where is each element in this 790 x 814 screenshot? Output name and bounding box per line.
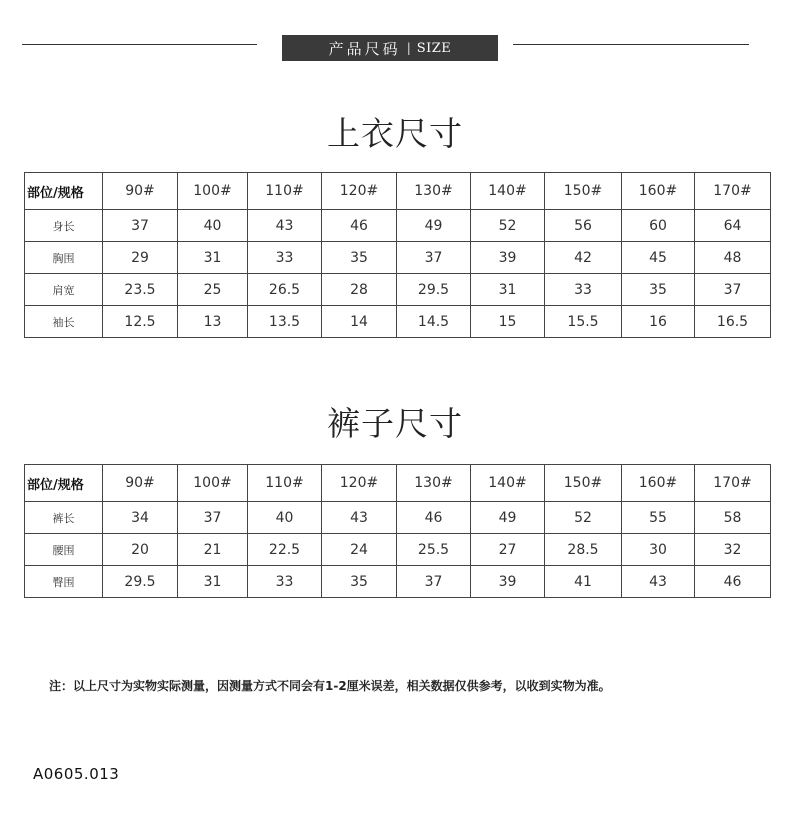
table-row <box>25 502 771 534</box>
row-label: 腰围 <box>25 534 103 566</box>
size-header-cell: 100# <box>178 173 248 210</box>
measurement-cell: 37 <box>695 274 771 306</box>
corner-label: 部位/规格 <box>25 173 103 210</box>
measurement-cell: 25.5 <box>397 534 471 566</box>
size-header-cell: 160# <box>622 173 695 210</box>
row-label: 身长 <box>25 210 103 242</box>
measurement-cell: 28.5 <box>545 534 622 566</box>
measurement-cell: 25 <box>178 274 248 306</box>
measurement-cell: 43 <box>622 566 695 598</box>
size-header-cell: 90# <box>103 465 178 502</box>
measurement-cell: 27 <box>471 534 545 566</box>
measurement-cell: 40 <box>178 210 248 242</box>
measurement-cell: 40 <box>248 502 322 534</box>
pants-title: 裤子尺寸 <box>327 404 463 443</box>
measurement-cell: 37 <box>397 242 471 274</box>
size-header-cell: 120# <box>322 465 397 502</box>
measurement-cell: 55 <box>622 502 695 534</box>
corner-label: 部位/规格 <box>25 465 103 502</box>
tops-title: 上衣尺寸 <box>327 114 463 153</box>
measurement-cell: 58 <box>695 502 771 534</box>
table-row <box>25 306 771 338</box>
tops-size-table <box>24 172 771 338</box>
measurement-cell: 64 <box>695 210 771 242</box>
header-rule-right <box>513 44 749 45</box>
size-header-cell: 150# <box>545 465 622 502</box>
measurement-cell: 14.5 <box>397 306 471 338</box>
size-header-cell: 150# <box>545 173 622 210</box>
measurement-cell: 29.5 <box>103 566 178 598</box>
size-header-cell: 90# <box>103 173 178 210</box>
measurement-cell: 46 <box>695 566 771 598</box>
measurement-cell: 42 <box>545 242 622 274</box>
measurement-cell: 28 <box>322 274 397 306</box>
measurement-cell: 33 <box>545 274 622 306</box>
measurement-cell: 12.5 <box>103 306 178 338</box>
measurement-cell: 30 <box>622 534 695 566</box>
size-header-cell: 130# <box>397 173 471 210</box>
size-header-cell: 140# <box>471 173 545 210</box>
size-header-cell: 140# <box>471 465 545 502</box>
measurement-cell: 37 <box>397 566 471 598</box>
banner-title-en: SIZE <box>416 40 452 56</box>
measurement-cell: 37 <box>103 210 178 242</box>
measurement-cell: 48 <box>695 242 771 274</box>
measurement-cell: 15 <box>471 306 545 338</box>
size-header-cell: 100# <box>178 465 248 502</box>
size-header-cell: 170# <box>695 173 771 210</box>
measurement-cell: 33 <box>248 242 322 274</box>
measurement-cell: 20 <box>103 534 178 566</box>
measurement-cell: 35 <box>622 274 695 306</box>
measurement-cell: 43 <box>248 210 322 242</box>
measurement-cell: 23.5 <box>103 274 178 306</box>
measurement-cell: 14 <box>322 306 397 338</box>
measurement-cell: 43 <box>322 502 397 534</box>
measurement-cell: 24 <box>322 534 397 566</box>
pants-size-table <box>24 464 771 598</box>
row-label: 臀围 <box>25 566 103 598</box>
measurement-cell: 52 <box>471 210 545 242</box>
measurement-cell: 22.5 <box>248 534 322 566</box>
row-label: 肩宽 <box>25 274 103 306</box>
measurement-cell: 37 <box>178 502 248 534</box>
size-header-cell: 110# <box>248 173 322 210</box>
measurement-cell: 13.5 <box>248 306 322 338</box>
table-header-row <box>25 173 771 210</box>
measurement-cell: 32 <box>695 534 771 566</box>
row-label: 胸围 <box>25 242 103 274</box>
measurement-cell: 46 <box>397 502 471 534</box>
product-code: A0605.013 <box>33 765 120 783</box>
size-header-cell: 110# <box>248 465 322 502</box>
measurement-cell: 29.5 <box>397 274 471 306</box>
measurement-cell: 52 <box>545 502 622 534</box>
measurement-cell: 29 <box>103 242 178 274</box>
table-row <box>25 242 771 274</box>
table-row <box>25 566 771 598</box>
measurement-cell: 35 <box>322 566 397 598</box>
banner-title-cn: 产品尺码 <box>328 39 401 58</box>
size-header-cell: 120# <box>322 173 397 210</box>
measurement-cell: 46 <box>322 210 397 242</box>
row-label: 袖长 <box>25 306 103 338</box>
measurement-cell: 21 <box>178 534 248 566</box>
measurement-cell: 31 <box>178 566 248 598</box>
measurement-cell: 13 <box>178 306 248 338</box>
measurement-cell: 41 <box>545 566 622 598</box>
table-header-row <box>25 465 771 502</box>
measurement-cell: 56 <box>545 210 622 242</box>
measurement-cell: 16 <box>622 306 695 338</box>
measurement-cell: 35 <box>322 242 397 274</box>
measurement-cell: 31 <box>471 274 545 306</box>
measurement-cell: 34 <box>103 502 178 534</box>
table-row <box>25 274 771 306</box>
measurement-cell: 60 <box>622 210 695 242</box>
measurement-cell: 49 <box>471 502 545 534</box>
measurement-note: 注：以上尺寸为实物实际测量，因测量方式不同会有1-2厘米误差，相关数据仅供参考，以收到实物为准。 <box>49 679 611 693</box>
measurement-cell: 26.5 <box>248 274 322 306</box>
header-rule-left <box>22 44 257 45</box>
measurement-cell: 39 <box>471 566 545 598</box>
measurement-cell: 31 <box>178 242 248 274</box>
table-row <box>25 210 771 242</box>
size-banner <box>282 35 498 61</box>
measurement-cell: 49 <box>397 210 471 242</box>
measurement-cell: 39 <box>471 242 545 274</box>
size-header-cell: 160# <box>622 465 695 502</box>
measurement-cell: 15.5 <box>545 306 622 338</box>
measurement-cell: 16.5 <box>695 306 771 338</box>
size-header-cell: 130# <box>397 465 471 502</box>
table-row <box>25 534 771 566</box>
row-label: 裤长 <box>25 502 103 534</box>
size-header-cell: 170# <box>695 465 771 502</box>
measurement-cell: 33 <box>248 566 322 598</box>
measurement-cell: 45 <box>622 242 695 274</box>
banner-separator: | <box>406 41 411 55</box>
